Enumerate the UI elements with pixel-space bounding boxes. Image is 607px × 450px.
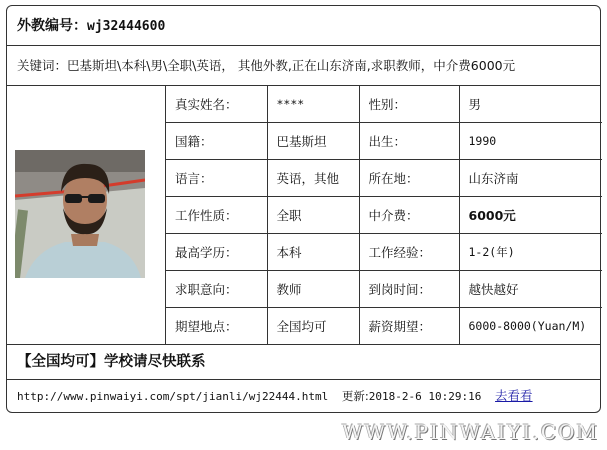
resume-card (6, 5, 601, 413)
updated-value: 2018-2-6 10:29:16 (368, 390, 482, 403)
job-intent-label: 求职意向： (166, 271, 267, 308)
birth-year-value: 1990 (459, 123, 602, 160)
location-pref-value: 全国均可 (267, 308, 359, 345)
view-link[interactable]: 去看看 (495, 388, 533, 403)
job-type-label: 工作性质： (166, 197, 267, 234)
contact-notice: 【全国均可】学校请尽快联系 (7, 344, 600, 380)
info-row (166, 308, 602, 345)
info-row (166, 197, 602, 234)
footer-bar (7, 380, 600, 412)
site-watermark: WWW.PINWAIYI.COM (342, 420, 599, 444)
start-time-label: 到岗时间： (359, 271, 459, 308)
name-value: **** (267, 86, 359, 123)
info-row (166, 271, 602, 308)
experience-label: 工作经验： (359, 234, 459, 271)
current-location-label: 所在地： (359, 160, 459, 197)
info-row (166, 86, 602, 123)
photo-cell (7, 86, 166, 344)
gender-label: 性别： (359, 86, 459, 123)
info-row (166, 234, 602, 271)
profile-photo (15, 150, 145, 278)
language-value: 英语，其他 (267, 160, 359, 197)
profile-url: http://www.pinwaiyi.com/spt/jianli/wj22444.html (17, 390, 329, 403)
education-value: 本科 (267, 234, 359, 271)
birth-year-label: 出生： (359, 123, 459, 160)
teacher-id-header (7, 6, 600, 46)
job-intent-value: 教师 (267, 271, 359, 308)
experience-value: 1-2(年) (459, 234, 602, 271)
nationality-value: 巴基斯坦 (267, 123, 359, 160)
current-location-value: 山东济南 (459, 160, 602, 197)
start-time-value: 越快越好 (459, 271, 602, 308)
name-label: 真实姓名： (166, 86, 267, 123)
keywords-label: 关键词： (17, 58, 68, 73)
teacher-id-label: 外教编号： (17, 18, 87, 34)
info-row (166, 123, 602, 160)
info-row (166, 160, 602, 197)
info-table (166, 86, 602, 344)
keywords-text: 巴基斯坦\本科\男\全职\英语， 其他外教,正在山东济南,求职教师，中介费6000元 (67, 58, 516, 73)
keywords-row (7, 46, 600, 86)
language-label: 语言： (166, 160, 267, 197)
profile-section (7, 86, 600, 344)
job-type-value: 全职 (267, 197, 359, 234)
nationality-label: 国籍： (166, 123, 267, 160)
education-label: 最高学历： (166, 234, 267, 271)
gender-value: 男 (459, 86, 602, 123)
location-pref-label: 期望地点： (166, 308, 267, 345)
salary-value: 6000-8000(Yuan/M) (468, 319, 587, 333)
teacher-id-value: wj32444600 (87, 19, 166, 34)
updated-label: 更新: (341, 389, 369, 403)
agency-fee-value: 6000元 (459, 197, 602, 234)
salary-label: 薪资期望： (359, 308, 459, 345)
agency-fee-label: 中介费： (359, 197, 459, 234)
